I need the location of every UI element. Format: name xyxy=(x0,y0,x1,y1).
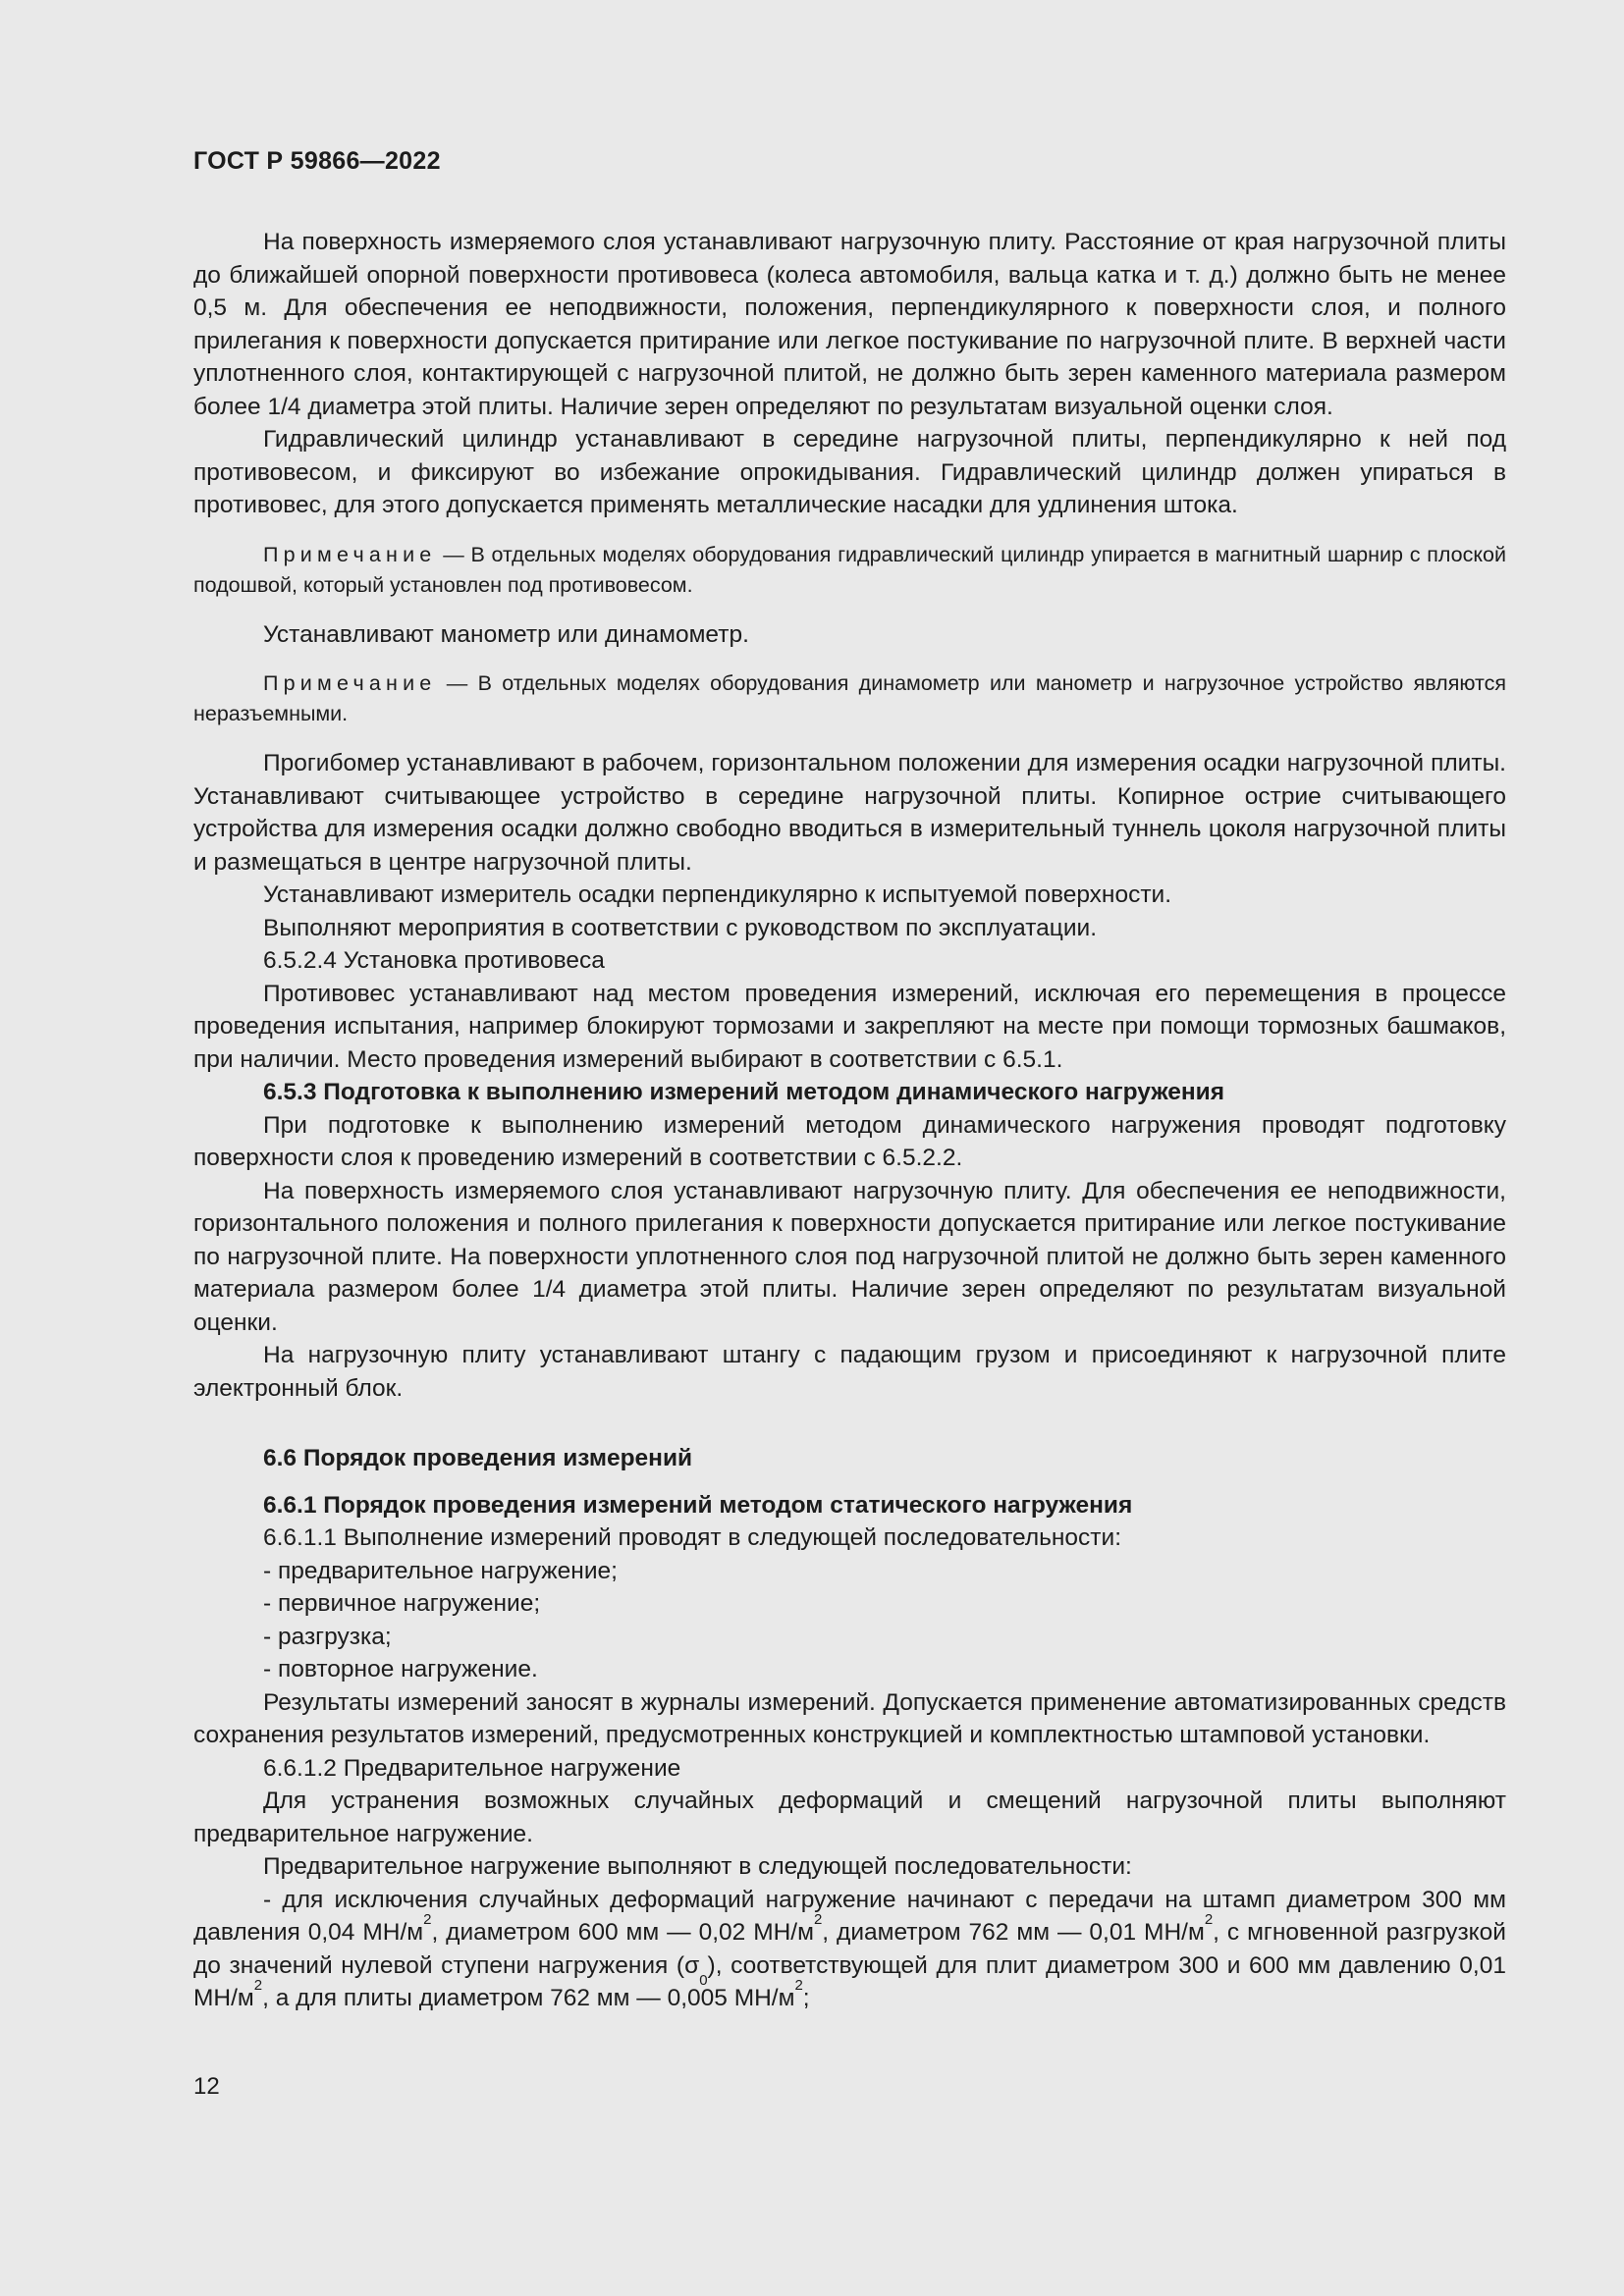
text-run: , диаметром 762 мм — 0,01 МН/м xyxy=(822,1919,1205,1946)
text-run: , а для плиты диаметром 762 мм — 0,005 МН/м xyxy=(262,1985,795,2011)
subsection-title: 6.6.1.2 Предварительное нагружение xyxy=(263,1754,681,1782)
paragraph: При подготовке к выполнению измерений методом динамического нагружения проводят подготовку поверхности слоя к проведению измерений в соответствии с 6.5.2.2. xyxy=(193,1111,1506,1171)
section-heading: 6.6 Порядок проведения измерений xyxy=(263,1445,693,1471)
list-item: - разгрузка; xyxy=(263,1623,392,1650)
page-number: 12 xyxy=(193,2073,220,2100)
superscript: 2 xyxy=(423,1911,432,1928)
paragraph: На нагрузочную плиту устанавливают штангу с падающим грузом и присоединяют к нагрузочной плите электронный блок. xyxy=(193,1342,1506,1402)
paragraph: Устанавливают измеритель осадки перпендикулярно к испытуемой поверхности. xyxy=(263,881,1172,908)
paragraph: Противовес устанавливают над местом проведения измерений, исключая его перемещения в процессе проведения испытания, например блокируют тормозами и закрепляют на месте при помощи тормозных башмаков, при наличии. Место проведения измерений выбирают в соответствии с 6.5.1. xyxy=(193,980,1506,1073)
list-item: - повторное нагружение. xyxy=(263,1656,538,1682)
paragraph: 6.6.1.1 Выполнение измерений проводят в следующей последовательности: xyxy=(263,1524,1122,1551)
list-item: - первичное нагружение; xyxy=(263,1590,541,1617)
note-label: Примечание xyxy=(263,671,437,695)
document-page xyxy=(193,0,1506,2296)
superscript: 2 xyxy=(253,1977,263,1994)
note-label: Примечание xyxy=(263,542,437,566)
paragraph: Устанавливают манометр или динамометр. xyxy=(263,620,749,648)
text-run: ), соответствующей для плит диаметром 300 и 600 мм давлению 0,01 МН/м xyxy=(193,1951,1506,2011)
section-heading: 6.6.1 Порядок проведения измерений методом статического нагружения xyxy=(263,1491,1133,1519)
text-run: , с мгновенной разгрузкой до значений нулевой ступени нагружения (σ xyxy=(193,1919,1506,1979)
document-body xyxy=(193,226,1506,2015)
note xyxy=(193,668,1506,729)
subscript: 0 xyxy=(699,1972,708,1989)
list-item: - предварительное нагружение; xyxy=(263,1557,618,1584)
paragraph: Гидравлический цилиндр устанавливают в середине нагрузочной плиты, перпендикулярно к ней под противовесом, и фиксируют во избежание опрокидывания. Гидравлический цилиндр должен упираться в противовес, для этого допускается применять металлические насадки для удлинения штока. xyxy=(193,426,1506,518)
superscript: 2 xyxy=(813,1911,823,1928)
paragraph: Выполняют мероприятия в соответствии с руководством по эксплуатации. xyxy=(263,914,1097,941)
paragraph: Прогибомер устанавливают в рабочем, горизонтальном положении для измерения осадки нагрузочной плиты. Устанавливают считывающее устройство в середине нагрузочной плиты. Копирное острие считывающего устройства для измерения осадки должно свободно вводиться в измерительный туннель цоколя нагрузочной плиты и размещаться в центре нагрузочной плиты. xyxy=(193,750,1506,876)
subsection-title: 6.5.2.4 Установка противовеса xyxy=(263,947,605,974)
note-text: — В отдельных моделях оборудования гидравлический цилиндр упирается в магнитный шарнир с плоской подошвой, который установлен под противовесом. xyxy=(193,542,1506,597)
paragraph: На поверхность измеряемого слоя устанавливают нагрузочную плиту. Для обеспечения ее неподвижности, горизонтального положения и полного прилегания к поверхности допускается притирание или легкое постукивание по нагрузочной плите. На поверхности уплотненного слоя под нагрузочной плитой не должно быть зерен каменного материала размером более 1/4 диаметра этой плиты. Наличие зерен определяют по результатам визуальной оценки. xyxy=(193,1177,1506,1336)
paragraph: На поверхность измеряемого слоя устанавливают нагрузочную плиту. Расстояние от края нагрузочной плиты до ближайшей опорной поверхности противовеса (колеса автомобиля, вальца катка и т. д.) должно быть не менее 0,5 м. Для обеспечения ее неподвижности, положения, перпендикулярного к поверхности слоя, и полного прилегания к поверхности допускается притирание или легкое постукивание по нагрузочной плите. В верхней части уплотненного слоя, контактирующей с нагрузочной плитой, не должно быть зерен каменного материала размером более 1/4 диаметра этой плиты. Наличие зерен определяют по результатам визуальной оценки слоя. xyxy=(193,229,1506,420)
text-run: - для исключения случайных деформаций нагружение начинают с передачи на штамп диаметром 300 мм давления 0,04 МН/м xyxy=(193,1886,1506,1946)
superscript: 2 xyxy=(1204,1911,1214,1928)
note xyxy=(193,540,1506,601)
text-run: , диаметром 600 мм — 0,02 МН/м xyxy=(431,1919,814,1946)
document-header: ГОСТ Р 59866—2022 xyxy=(193,147,441,175)
paragraph: Предварительное нагружение выполняют в следующей последовательности: xyxy=(263,1853,1132,1880)
section-heading: 6.5.3 Подготовка к выполнению измерений методом динамического нагружения xyxy=(263,1079,1225,1105)
superscript: 2 xyxy=(794,1977,803,1994)
note-text: — В отдельных моделях оборудования динамометр или манометр и нагрузочное устройство являются неразъемными. xyxy=(193,671,1506,725)
paragraph xyxy=(193,1884,1506,2015)
paragraph: Для устранения возможных случайных деформаций и смещений нагрузочной плиты выполняют предварительное нагружение. xyxy=(193,1788,1506,1847)
paragraph: Результаты измерений заносят в журналы измерений. Допускается применение автоматизированных средств сохранения результатов измерений, предусмотренных конструкцией и комплектностью штамповой установки. xyxy=(193,1688,1506,1748)
text-run: ; xyxy=(802,1985,810,2011)
